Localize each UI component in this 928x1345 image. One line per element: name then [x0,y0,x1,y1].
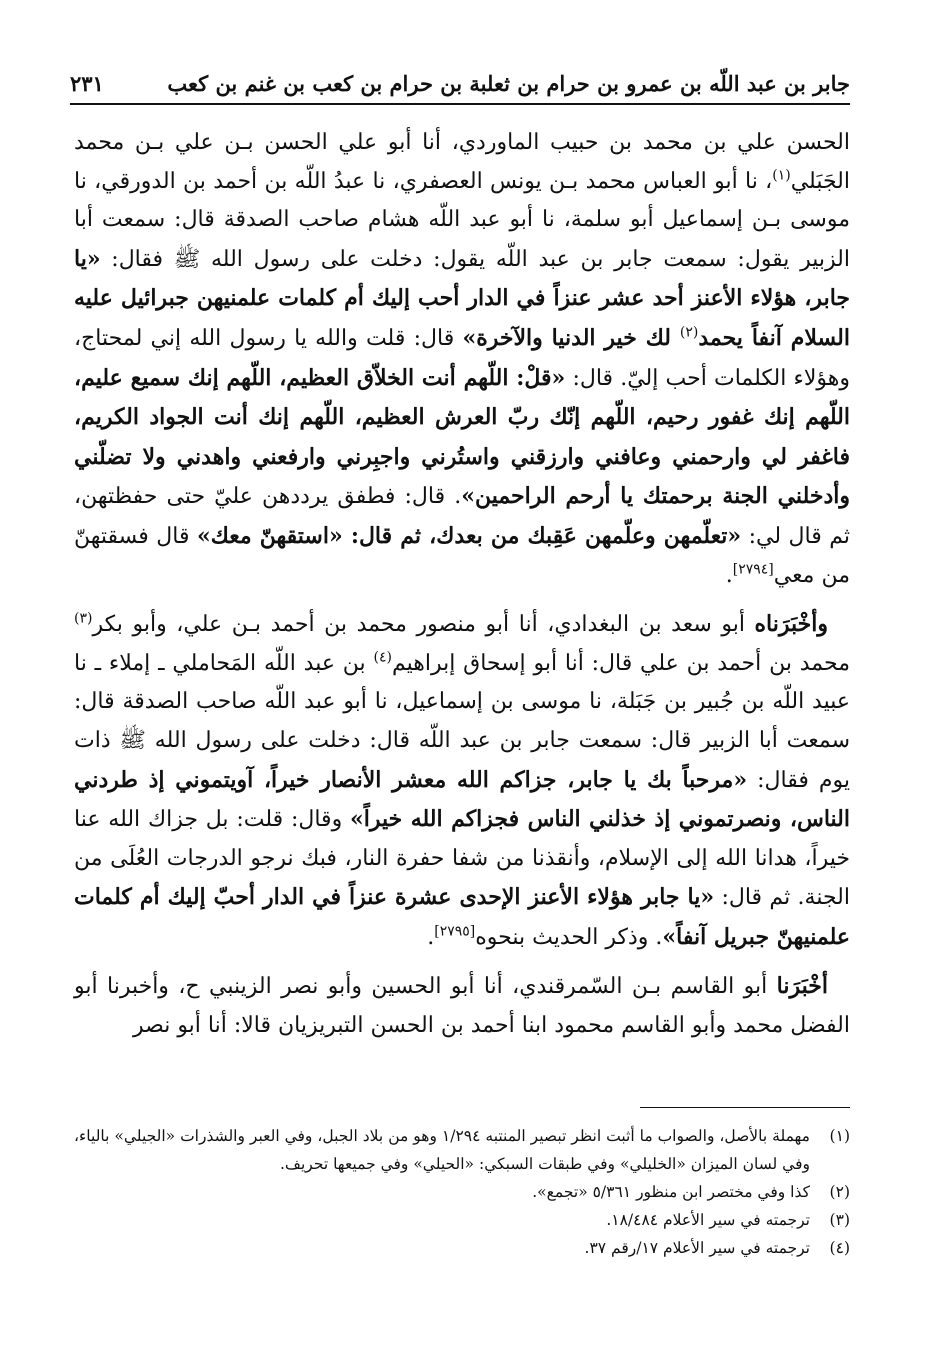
paragraph [74,605,850,957]
text-run: أبو القاسم بـن السّمرقندي، أنا أبو الحسين وأبو نصر الزينبي ح، وأخبرنا أبو الفضل محمد وأبو القاسم محمود ابنا أحمد بن الحسن التبريزيان قالا: أنا أبو نصر [74,974,850,1039]
header-rule [70,103,850,105]
text-run: قال: قلت والله يا رسول الله إني لمحتاج، وهؤلاء الكلمات أحب إليّ. قال: [74,325,850,391]
reference-marker: (٤) [373,649,392,666]
footnote-number: (٤) [829,1239,850,1257]
reference-marker: [٢٧٩٤] [732,561,774,578]
footnote [74,1178,850,1206]
footnote-number: (٣) [829,1211,850,1229]
reference-marker: (٣) [74,610,93,627]
text-run: قال فسقتهنّ من معي [74,523,850,588]
footnote [74,1122,850,1178]
text-run: . [725,562,733,588]
footnote-number: (٢) [829,1183,850,1201]
bold-text: لك خير الدنيا والآخرة» [462,324,680,351]
footnote-text: ترجمته في سير الأعلام ١٧/رقم ٣٧. [584,1239,810,1257]
running-header [70,62,850,104]
footnote [74,1234,850,1262]
footnote-text: مهملة بالأصل، والصواب ما أثبت انظر تبصير المنتبه ١/٢٩٤ وهو من بلاد الجبل، وفي العبر والشذرات «الجيلي» بالياء، وفي لسان الميزان «الخليلي» وفي طبقات السبكي: «الحيلي» وفي جميعها تحريف. [74,1127,810,1173]
reference-marker: (١) [772,167,791,184]
main-text [74,124,850,1046]
text-run: . قال: فطفق يرددهن عليّ حتى حفظتهن، ثم قال لي: [74,484,850,549]
text-run: أبو سعد بن البغدادي، أنا أبو منصور محمد بن أحمد بـن علي، وأبو بكر [92,612,755,638]
bold-text: «تعلّمهن وعلّمهن عَقِبك من بعدك، ثم قال: «استقهنّ معك» [196,522,742,549]
bold-text: وأخْبَرَناه [754,611,828,638]
footnotes [74,1122,850,1262]
footnote-rule [640,1107,850,1108]
bold-text: «يا جابر هؤلاء الأعنز الإحدى عشرة عنزاً في الدار أحبّ إليك أم كلمات علمنيهنّ جبريل آنفاً» [74,884,850,950]
paragraph [74,124,850,595]
reference-marker: [٢٧٩٥] [434,923,476,940]
reference-marker: (٢) [679,324,699,341]
text-run: بن عبد اللّه المَحاملي ـ إملاء ـ نا عبيد اللّه بن جُبير بن جَبَلة، نا موسى بن إسماعيل، نا أبو عبد اللّه صاحب الصدقة قال: سمعت أبا الزبير قال: سمعت جابر بن عبد اللّه قال: دخلت على رسول الله ﷺ ذات يوم فقال: [74,650,850,793]
text-run: . [427,924,435,950]
bold-text: «مرحباً بك يا جابر، جزاكم الله معشر الأنصار خيراً، آويتموني إذ طردني الناس، ونصرتموني إذ خذلني الناس فجزاكم الله خيراً» [74,766,850,833]
running-title: جابر بن عبد اللّه بن عمرو بن حرام بن ثعلبة بن حرام بن كعب بن غنم بن كعب [167,70,850,96]
text-run: محمد بن أحمد بن علي قال: أنا أبو إسحاق إبراهيم [391,650,850,676]
text-run: ، نا أبو العباس محمد بـن يونس العصفري، نا عبدُ اللّه بن أحمد بن الدورقي، نا موسى بـن إسماعيل أبو سلمة، نا أبو عبد اللّه هشام صاحب الصدقة قال: سمعت أبا الزبير يقول: سمعت جابر بن عبد اللّه يقول: دخلت على رسول الله ﷺ فقال: [74,168,850,272]
bold-text: أخْبَرَنا [776,973,828,1000]
paragraph [74,967,850,1045]
text-run: الحسن علي بن محمد بن حبيب الماوردي، أنا أبو علي الحسن بـن علي بـن محمد الجَبَلي [74,130,850,194]
page-number: ٢٣١ [70,70,104,96]
text-run: . وذكر الحديث بنحوه [475,924,663,950]
footnote-number: (١) [829,1127,850,1145]
text-run: وقال: قلت: بل جزاك الله عنا خيراً، هدانا الله إلى الإسلام، وأنقذنا من شفا حفرة النار، فبك نرجو الدرجات العُلَى من الجنة. ثم قال: [74,807,850,911]
footnote-text: كذا وفي مختصر ابن منظور ٥/٣٦١ «تجمع». [532,1183,810,1201]
bold-text: «يا جابر، هؤلاء الأعنز أحد عشر عنزاً في الدار أحب إليك أم كلمات علمنيهن جبرائيل عليه السلام آنفاً يحمد [74,245,850,351]
bold-text: «قلْ: اللّهم أنت الخلاّق العظيم، اللّهم إنك سميع عليم، اللّهم إنك غفور رحيم، اللّهم إنّك ربّ العرش العظيم، اللّهم إنك أنت الجواد الكريم، فاغفر لي وارحمني وعافني وارزقني واستُرني واجبِرني وارفعني واهدني ولا تضلّني وأدخلني الجنة برحمتك يا أرحم الراحمين» [74,364,850,510]
footnote-text: ترجمته في سير الأعلام ١٨/٤٨٤. [606,1211,810,1229]
footnote [74,1206,850,1234]
